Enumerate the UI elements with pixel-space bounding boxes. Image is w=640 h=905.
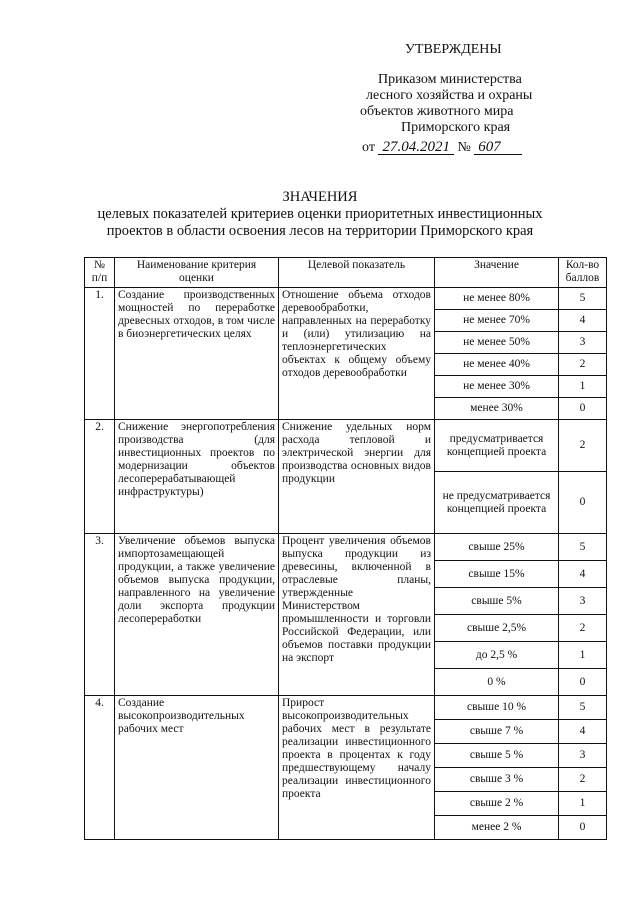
indicator-cell: Прирост высокопроизводительных рабочих мест в результате реализации инвестиционного проекта в процентах к году предшествующему началу реализации инвестиционного проекта <box>279 696 435 840</box>
value-cell: менее 2 % <box>435 816 559 840</box>
points-cell: 3 <box>559 744 607 768</box>
points-cell: 5 <box>559 534 607 561</box>
points-cell: 2 <box>559 768 607 792</box>
value-cell: не предусматривается концепцией проекта <box>435 472 559 534</box>
approval-line-1: Приказом министерства <box>378 72 522 87</box>
approval-line-3: объектов животного мира <box>360 104 514 119</box>
table-row <box>85 288 607 310</box>
row-number: 1. <box>85 288 115 420</box>
points-cell: 1 <box>559 376 607 398</box>
points-cell: 1 <box>559 792 607 816</box>
values-table <box>84 257 607 840</box>
number-prefix: № <box>457 140 471 155</box>
value-cell: предусматривается концепцией проекта <box>435 420 559 472</box>
points-cell: 5 <box>559 288 607 310</box>
value-cell: свыше 25% <box>435 534 559 561</box>
points-cell: 2 <box>559 615 607 642</box>
approval-line-4: Приморского края <box>401 120 511 135</box>
value-cell: свыше 15% <box>435 561 559 588</box>
criterion-cell: Создание высокопроизводительных рабочих мест <box>115 696 279 840</box>
value-cell: менее 30% <box>435 398 559 420</box>
table-row <box>85 696 607 720</box>
order-number-handwritten: 607 <box>474 140 522 155</box>
points-cell: 2 <box>559 420 607 472</box>
points-cell: 0 <box>559 398 607 420</box>
indicator-cell: Отношение объема отходов деревообработки, направленных на переработку и (или) утилизацию на теплоэнергетических объектах к общему объему отходов деревообработки <box>279 288 435 420</box>
value-cell: свыше 2,5% <box>435 615 559 642</box>
value-cell: свыше 5% <box>435 588 559 615</box>
header-value: Значение <box>435 258 559 288</box>
row-number: 2. <box>85 420 115 534</box>
title-line-1: ЗНАЧЕНИЯ <box>282 189 358 205</box>
header-points: Кол-во баллов <box>559 258 607 288</box>
points-cell: 0 <box>559 472 607 534</box>
criterion-cell: Увеличение объемов выпуска импортозамещающей продукции, а также увеличение объемов выпуска продукции, направленного на увеличение доли экспорта продукции лесопереработки <box>115 534 279 696</box>
header-indicator: Целевой показатель <box>279 258 435 288</box>
table-header-row <box>85 258 607 288</box>
date-prefix: от <box>362 140 375 155</box>
points-cell: 2 <box>559 354 607 376</box>
value-cell: свыше 5 % <box>435 744 559 768</box>
points-cell: 3 <box>559 332 607 354</box>
value-cell: не менее 30% <box>435 376 559 398</box>
document-title <box>0 189 640 240</box>
row-number: 4. <box>85 696 115 840</box>
title-line-3: проектов в области освоения лесов на территории Приморского края <box>106 223 534 239</box>
value-cell: 0 % <box>435 669 559 696</box>
header-num: № п/п <box>85 258 115 288</box>
value-cell: не менее 40% <box>435 354 559 376</box>
criterion-cell: Создание производственных мощностей по переработке древесных отходов, в том числе в биоэнергетических целях <box>115 288 279 420</box>
approval-heading: УТВЕРЖДЕНЫ <box>405 42 502 57</box>
points-cell: 5 <box>559 696 607 720</box>
value-cell: не менее 70% <box>435 310 559 332</box>
points-cell: 1 <box>559 642 607 669</box>
points-cell: 0 <box>559 669 607 696</box>
value-cell: до 2,5 % <box>435 642 559 669</box>
value-cell: свыше 7 % <box>435 720 559 744</box>
indicator-cell: Снижение удельных норм расхода тепловой и электрической энергии для производства основных видов продукции <box>279 420 435 534</box>
criterion-cell: Снижение энергопотребления производства (для инвестиционных проектов по модернизации объектов лесоперерабатывающей инфраструктуры) <box>115 420 279 534</box>
approval-line-2: лесного хозяйства и охраны <box>366 88 533 103</box>
indicator-cell: Процент увеличения объемов выпуска продукции из древесины, включенной в отраслевые планы, утвержденные Министерством промышленности и торговли Российской Федерации, или объемов поставки продукции на экспорт <box>279 534 435 696</box>
points-cell: 4 <box>559 310 607 332</box>
header-criterion: Наименование критерия оценки <box>115 258 279 288</box>
row-number: 3. <box>85 534 115 696</box>
value-cell: свыше 10 % <box>435 696 559 720</box>
table-row <box>85 534 607 561</box>
title-line-2: целевых показателей критериев оценки приоритетных инвестиционных <box>97 206 543 222</box>
value-cell: не менее 80% <box>435 288 559 310</box>
points-cell: 3 <box>559 588 607 615</box>
value-cell: не менее 50% <box>435 332 559 354</box>
value-cell: свыше 2 % <box>435 792 559 816</box>
table-row <box>85 420 607 472</box>
points-cell: 4 <box>559 561 607 588</box>
points-cell: 0 <box>559 816 607 840</box>
order-date-handwritten: 27.04.2021 <box>378 140 454 155</box>
order-date-number-line <box>362 140 522 156</box>
value-cell: свыше 3 % <box>435 768 559 792</box>
points-cell: 4 <box>559 720 607 744</box>
